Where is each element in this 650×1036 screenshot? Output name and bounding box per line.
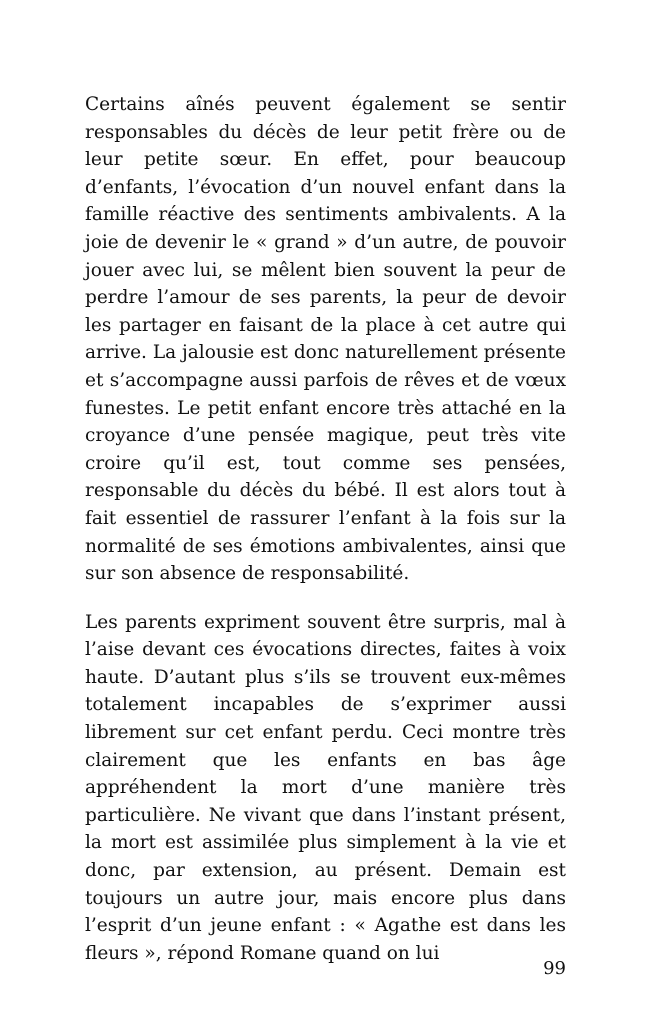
body-text	[85, 91, 566, 967]
paragraph-1: Certains aînés peuvent également se sentir responsables du décès de leur petit frère ou de leur petite sœur. En effet, pour beaucoup d’enfants, l’évocation d’un nouvel enfant dans la famille réactive des sentiments ambivalents. A la joie de devenir le « grand » d’un autre, de pouvoir jouer avec lui, se mêlent bien souvent la peur de perdre l’amour de ses parents, la peur de devoir les partager en faisant de la place à cet autre qui arrive. La jalousie est donc naturellement présente et s’accompagne aussi parfois de rêves et de vœux funestes. Le petit enfant encore très attaché en la croyance d’une pensée magique, peut très vite croire qu’il est, tout comme ses pensées, responsable du décès du bébé. Il est alors tout à fait essentiel de rassurer l’enfant à la fois sur la normalité de ses émotions ambivalentes, ainsi que sur son absence de responsabilité.	[85, 94, 566, 585]
paragraph-2: Les parents expriment souvent être surpris, mal à l’aise devant ces évocations directes, faites à voix haute. D’autant plus s’ils se trouvent eux-mêmes totalement incapables de s’exprimer aussi librement sur cet enfant perdu. Ceci montre très clairement que les enfants en bas âge appréhendent la mort d’une manière très particulière. Ne vivant que dans l’instant présent, la mort est assimilée plus simplement à la vie et donc, par extension, au présent. Demain est toujours un autre jour, mais encore plus dans l’esprit d’un jeune enfant : « Agathe est dans les fleurs », répond Romane quand on lui	[85, 611, 566, 964]
page-number: 99	[543, 958, 566, 979]
